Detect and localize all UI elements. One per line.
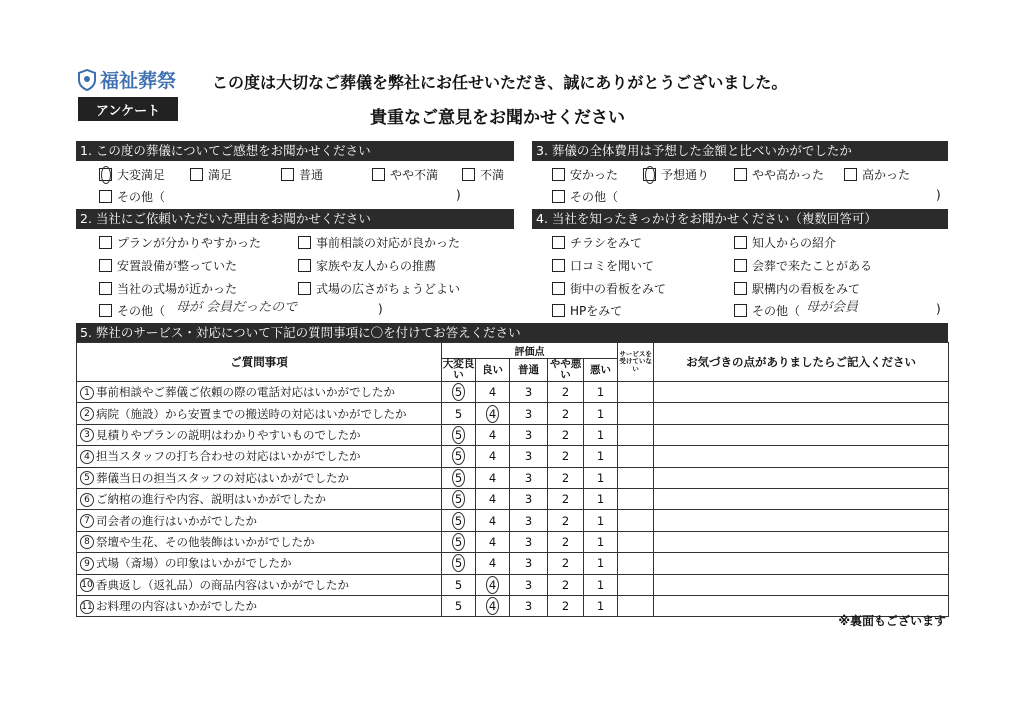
score-cell[interactable] — [584, 424, 618, 445]
table-row — [77, 553, 949, 574]
paren-close: ) — [456, 188, 461, 202]
checkbox[interactable] — [552, 236, 565, 249]
score-cell[interactable] — [510, 403, 548, 424]
not-received-cell[interactable] — [618, 574, 654, 595]
reason-other-handwritten: 母が 会員だったので — [176, 300, 298, 315]
checkbox[interactable] — [298, 259, 311, 272]
score-cell[interactable] — [442, 382, 476, 403]
comment-cell[interactable] — [654, 403, 949, 424]
question-label: お料理の内容はいかがでしたか — [96, 599, 257, 614]
checkbox[interactable] — [190, 168, 203, 181]
not-received-cell[interactable] — [618, 403, 654, 424]
question-number: 5 — [80, 471, 94, 485]
score-value: 5 — [452, 554, 465, 572]
score-cell[interactable] — [510, 510, 548, 531]
question-text — [77, 553, 442, 574]
score-value: 4 — [488, 534, 497, 549]
score-cell[interactable] — [476, 403, 510, 424]
option-normal[interactable]: 普通 — [281, 166, 323, 183]
score-value: 5 — [452, 533, 465, 551]
checkbox[interactable] — [552, 282, 565, 295]
question-number: 2 — [80, 407, 94, 421]
score-value: 3 — [524, 513, 533, 528]
source-website[interactable]: HPをみて — [552, 302, 622, 319]
score-cell[interactable] — [476, 467, 510, 488]
question-text — [77, 488, 442, 509]
section1-title: 1. この度の葬儀についてご感想をお聞かせください — [76, 141, 514, 161]
comment-cell[interactable] — [654, 446, 949, 467]
score-value: 1 — [596, 449, 605, 464]
header-very-good: 大変良い — [442, 358, 475, 381]
score-cell[interactable] — [584, 531, 618, 552]
question-number: 7 — [80, 514, 94, 528]
score-value: 1 — [596, 427, 605, 442]
section5-title: 5. 弊社のサービス・対応について下記の質問事項に〇を付けてお答えください — [76, 323, 948, 343]
score-value: 4 — [488, 556, 497, 571]
not-received-cell[interactable] — [618, 424, 654, 445]
header-somewhat-bad: やや悪い — [548, 359, 584, 382]
checkbox[interactable] — [552, 304, 565, 317]
survey-badge: アンケート — [78, 97, 178, 121]
score-value: 4 — [486, 576, 499, 594]
score-value: 4 — [488, 427, 497, 442]
paren-close: ) — [936, 302, 941, 316]
score-cell[interactable] — [548, 403, 584, 424]
comment-cell[interactable] — [654, 510, 949, 531]
checkbox[interactable] — [844, 168, 857, 181]
score-cell[interactable] — [442, 574, 476, 595]
source-flyer[interactable]: チラシをみて — [552, 234, 642, 251]
score-cell[interactable] — [584, 510, 618, 531]
checkbox[interactable] — [281, 168, 294, 181]
score-value: 1 — [596, 599, 605, 614]
score-cell[interactable] — [584, 553, 618, 574]
source-street-sign[interactable]: 街中の看板をみて — [552, 280, 666, 297]
question-text — [77, 531, 442, 552]
score-value: 4 — [486, 597, 499, 615]
question-number: 1 — [80, 386, 94, 400]
reason-other[interactable]: その他（ — [99, 302, 165, 319]
question-label: 葬儀当日の担当スタッフの対応はいかがでしたか — [96, 470, 349, 485]
not-received-cell[interactable] — [618, 467, 654, 488]
source-other[interactable]: その他（ — [734, 302, 800, 319]
checkbox[interactable] — [298, 282, 311, 295]
question-text — [77, 382, 442, 403]
question-number: 10 — [81, 580, 93, 591]
header-good: 良い — [476, 359, 510, 382]
score-value: 5 — [452, 426, 465, 444]
page-subtitle: 貴重なご意見をお聞かせください — [370, 108, 625, 128]
score-value: 2 — [561, 470, 570, 485]
not-received-cell[interactable] — [618, 382, 654, 403]
question-number: 8 — [80, 535, 94, 549]
score-cell[interactable] — [442, 531, 476, 552]
checkbox[interactable] — [734, 259, 747, 272]
checkbox[interactable] — [99, 190, 112, 203]
shield-icon — [78, 69, 96, 91]
score-value: 1 — [596, 406, 605, 421]
table-row — [77, 467, 949, 488]
score-value: 1 — [596, 470, 605, 485]
score-value: 3 — [524, 406, 533, 421]
comment-cell[interactable] — [654, 574, 949, 595]
question-label: ご納棺の進行や内容、説明はいかがでしたか — [96, 492, 326, 507]
table-row — [77, 488, 949, 509]
score-value: 1 — [596, 513, 605, 528]
question-label: 病院（施設）から安置までの搬送時の対応はいかがでしたか — [96, 406, 407, 421]
question-text — [77, 424, 442, 445]
header-not-received: サービスを受けていない — [618, 343, 654, 382]
score-value: 2 — [561, 556, 570, 571]
score-value: 5 — [454, 577, 463, 592]
score-cell[interactable] — [476, 488, 510, 509]
score-cell[interactable] — [510, 574, 548, 595]
score-cell[interactable] — [548, 424, 584, 445]
reason-consultation[interactable]: 事前相談の対応が良かった — [298, 234, 460, 251]
header-comments: お気づきの点がありましたらご記入ください — [654, 343, 949, 382]
checkbox[interactable] — [99, 259, 112, 272]
checkbox[interactable] — [734, 304, 747, 317]
score-value: 5 — [452, 490, 465, 508]
checkbox[interactable] — [99, 168, 112, 181]
score-value: 3 — [524, 492, 533, 507]
question-text — [77, 403, 442, 424]
source-word-of-mouth[interactable]: 口コミを聞いて — [552, 257, 654, 274]
table-row — [77, 595, 949, 616]
comment-cell[interactable] — [654, 488, 949, 509]
checkbox[interactable] — [372, 168, 385, 181]
source-station-sign[interactable]: 駅構内の看板をみて — [734, 280, 860, 297]
score-value: 1 — [596, 385, 605, 400]
question-number: 3 — [80, 428, 94, 442]
score-value: 2 — [561, 577, 570, 592]
score-value: 5 — [452, 383, 465, 401]
cost-higher[interactable]: 高かった — [844, 166, 910, 183]
score-value: 3 — [524, 599, 533, 614]
question-label: 司会者の進行はいかがでしたか — [96, 513, 257, 528]
question-text — [77, 574, 442, 595]
question-label: 香典返し（返礼品）の商品内容はいかがでしたか — [96, 577, 349, 592]
checkbox[interactable] — [643, 168, 656, 181]
paren-close: ) — [378, 302, 383, 316]
question-text — [77, 467, 442, 488]
score-cell[interactable] — [584, 446, 618, 467]
score-cell[interactable] — [584, 382, 618, 403]
score-cell[interactable] — [548, 574, 584, 595]
option-somewhat-dissatisfied[interactable]: やや不満 — [372, 166, 438, 183]
score-cell[interactable] — [510, 424, 548, 445]
question-text — [77, 510, 442, 531]
not-received-cell[interactable] — [618, 553, 654, 574]
score-value: 1 — [596, 577, 605, 592]
section2-title: 2. 当社にご依頼いただいた理由をお聞かせください — [76, 209, 514, 229]
not-received-cell[interactable] — [618, 488, 654, 509]
score-value: 2 — [561, 599, 570, 614]
comment-cell[interactable] — [654, 531, 949, 552]
score-cell[interactable] — [476, 553, 510, 574]
score-cell[interactable] — [476, 424, 510, 445]
score-cell[interactable] — [442, 403, 476, 424]
score-cell[interactable] — [548, 446, 584, 467]
score-cell[interactable] — [476, 446, 510, 467]
score-cell[interactable] — [476, 595, 510, 616]
score-value: 1 — [596, 492, 605, 507]
score-cell[interactable] — [442, 553, 476, 574]
question-label: 式場（斎場）の印象はいかがでしたか — [96, 556, 292, 571]
question-number: 4 — [80, 450, 94, 464]
question-label: 事前相談やご葬儀ご依頼の際の電話対応はいかがでしたか — [96, 385, 395, 400]
score-cell[interactable] — [548, 382, 584, 403]
not-received-cell[interactable] — [618, 510, 654, 531]
header-evaluation: 評価点 — [442, 343, 618, 359]
reason-plan-clear[interactable]: プランが分かりやすかった — [99, 234, 261, 251]
question-number: 11 — [81, 601, 93, 612]
source-other-handwritten: 母が会員 — [806, 300, 859, 315]
score-value: 4 — [488, 470, 497, 485]
comment-cell[interactable] — [654, 424, 949, 445]
score-value: 2 — [561, 449, 570, 464]
score-value: 3 — [524, 449, 533, 464]
score-cell[interactable] — [510, 595, 548, 616]
score-cell[interactable] — [442, 424, 476, 445]
reason-recommendation[interactable]: 家族や友人からの推薦 — [298, 257, 436, 274]
checkbox[interactable] — [552, 168, 565, 181]
logo-text: 福祉葬祭 — [100, 70, 177, 92]
score-value: 5 — [452, 469, 465, 487]
table-row — [77, 574, 949, 595]
option-dissatisfied[interactable]: 不満 — [462, 166, 504, 183]
score-cell[interactable] — [476, 382, 510, 403]
score-value: 2 — [561, 513, 570, 528]
score-cell[interactable] — [442, 510, 476, 531]
source-acquaintance[interactable]: 知人からの紹介 — [734, 234, 836, 251]
paren-close: ) — [936, 188, 941, 202]
option-other[interactable]: その他（ — [99, 188, 165, 205]
comment-cell[interactable] — [654, 382, 949, 403]
checkbox[interactable] — [99, 282, 112, 295]
score-cell[interactable] — [548, 488, 584, 509]
header-bad: 悪い — [584, 359, 618, 382]
cost-cheaper[interactable]: 安かった — [552, 166, 618, 183]
question-label: 祭壇や生花、その他装飾はいかがでしたか — [96, 534, 315, 549]
checkbox[interactable] — [552, 259, 565, 272]
score-value: 5 — [454, 406, 463, 421]
score-cell[interactable] — [442, 467, 476, 488]
score-cell[interactable] — [510, 467, 548, 488]
score-value: 5 — [454, 599, 463, 614]
checkbox[interactable] — [734, 282, 747, 295]
score-cell[interactable] — [442, 595, 476, 616]
score-cell[interactable] — [476, 510, 510, 531]
score-value: 1 — [596, 534, 605, 549]
score-cell[interactable] — [584, 403, 618, 424]
header-normal: 普通 — [510, 359, 548, 382]
question-text — [77, 446, 442, 467]
score-value: 3 — [524, 427, 533, 442]
reason-close-venue[interactable]: 当社の式場が近かった — [99, 280, 237, 297]
evaluation-table — [76, 342, 949, 617]
score-value: 2 — [561, 534, 570, 549]
question-label: 担当スタッフの打ち合わせの対応はいかがでしたか — [96, 449, 361, 464]
footer-note: ※裏面もございます — [838, 614, 946, 628]
option-very-satisfied[interactable]: 大変満足 — [99, 166, 165, 183]
score-value: 4 — [488, 492, 497, 507]
checkbox[interactable] — [462, 168, 475, 181]
table-row — [77, 382, 949, 403]
checkbox[interactable] — [99, 236, 112, 249]
cost-as-expected[interactable]: 予想通り — [643, 166, 709, 183]
source-attended-funeral[interactable]: 会葬で来たことがある — [734, 257, 872, 274]
score-value: 3 — [524, 385, 533, 400]
option-satisfied[interactable]: 満足 — [190, 166, 232, 183]
checkbox[interactable] — [734, 168, 747, 181]
table-row — [77, 403, 949, 424]
question-number: 9 — [80, 557, 94, 571]
question-label: 見積りやプランの説明はわかりやすいものでしたか — [96, 427, 361, 442]
score-value: 4 — [488, 385, 497, 400]
score-cell[interactable] — [548, 595, 584, 616]
checkbox[interactable] — [298, 236, 311, 249]
score-value: 3 — [524, 534, 533, 549]
question-text — [77, 595, 442, 616]
not-received-cell[interactable] — [618, 595, 654, 616]
score-value: 3 — [524, 470, 533, 485]
not-received-cell[interactable] — [618, 446, 654, 467]
score-cell[interactable] — [548, 531, 584, 552]
score-cell[interactable] — [584, 467, 618, 488]
score-cell[interactable] — [476, 531, 510, 552]
table-row — [77, 510, 949, 531]
reason-venue-size[interactable]: 式場の広さがちょうどよい — [298, 280, 460, 297]
checkbox[interactable] — [552, 190, 565, 203]
question-number: 6 — [80, 493, 94, 507]
score-value: 1 — [596, 556, 605, 571]
comment-cell[interactable] — [654, 553, 949, 574]
score-cell[interactable] — [442, 488, 476, 509]
score-value: 4 — [488, 449, 497, 464]
table-row — [77, 446, 949, 467]
score-cell[interactable] — [548, 510, 584, 531]
score-cell[interactable] — [510, 531, 548, 552]
checkbox[interactable] — [734, 236, 747, 249]
score-cell[interactable] — [548, 467, 584, 488]
score-value: 3 — [524, 556, 533, 571]
table-row — [77, 531, 949, 552]
not-received-cell[interactable] — [618, 531, 654, 552]
score-cell[interactable] — [584, 574, 618, 595]
checkbox[interactable] — [99, 304, 112, 317]
score-cell[interactable] — [510, 553, 548, 574]
score-value: 2 — [561, 427, 570, 442]
comment-cell[interactable] — [654, 467, 949, 488]
score-value: 5 — [452, 447, 465, 465]
score-value: 4 — [486, 405, 499, 423]
company-logo — [78, 66, 176, 93]
score-value: 2 — [561, 492, 570, 507]
section4-title: 4. 当社を知ったきっかけをお聞かせください（複数回答可） — [532, 209, 948, 229]
cost-somewhat-higher[interactable]: やや高かった — [734, 166, 824, 183]
score-cell[interactable] — [510, 488, 548, 509]
score-cell[interactable] — [548, 553, 584, 574]
score-cell[interactable] — [476, 574, 510, 595]
cost-other[interactable]: その他（ — [552, 188, 618, 205]
page-title: この度は大切なご葬儀を弊社にお任せいただき、誠にありがとうございました。 — [212, 73, 788, 92]
score-value: 2 — [561, 406, 570, 421]
score-cell[interactable] — [510, 446, 548, 467]
score-cell[interactable] — [510, 382, 548, 403]
score-cell[interactable] — [584, 595, 618, 616]
table-row — [77, 424, 949, 445]
score-value: 5 — [452, 512, 465, 530]
section3-title: 3. 葬儀の全体費用は予想した金額と比べいかがでしたか — [532, 141, 948, 161]
score-value: 4 — [488, 513, 497, 528]
score-cell[interactable] — [584, 488, 618, 509]
score-value: 2 — [561, 385, 570, 400]
reason-facility[interactable]: 安置設備が整っていた — [99, 257, 237, 274]
score-cell[interactable] — [442, 446, 476, 467]
header-question: ご質問事項 — [77, 343, 442, 382]
score-value: 3 — [524, 577, 533, 592]
